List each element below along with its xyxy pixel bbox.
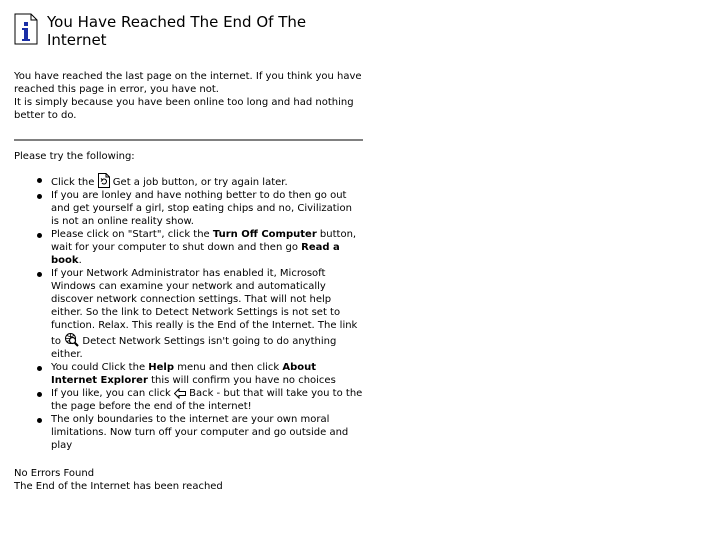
item-text: button, wait for your computer to shut down and then go	[51, 229, 357, 253]
list-item	[14, 387, 363, 413]
list-item	[14, 228, 363, 267]
about-ie-label: About Internet Explorer	[51, 362, 317, 386]
item-text: If you like, you can click	[51, 388, 174, 399]
no-errors-text: No Errors Found	[14, 468, 95, 479]
turn-off-computer-label: Turn Off Computer	[212, 229, 317, 240]
back-arrow-icon[interactable]	[174, 388, 186, 399]
help-menu-label: Help	[148, 362, 175, 373]
item-text: If you are lonley and have nothing better to do then go out and get yourself a girl, stop eating chips and no, Civilization is not an online reality show.	[51, 190, 352, 227]
item-text: .	[78, 255, 82, 266]
intro-text	[14, 70, 364, 122]
item-text: The only boundaries to the internet are your own moral limitations. Now turn off your computer and go outside and play	[51, 414, 349, 451]
item-text: If your Network Administrator has enabled it, Microsoft Windows can examine your network and automatically discover network connection settings. That will not help either. So the link to Detect Network Settings is not set to function. Relax. This really is the End of the Internet. The link to	[51, 268, 358, 347]
read-a-book-label: Read a book	[51, 242, 340, 266]
intro-line-1: You have reached the last page on the internet. If you think you have reached this page in error, you have not.	[14, 71, 362, 95]
detect-network-icon[interactable]	[64, 332, 79, 347]
list-item	[14, 413, 363, 452]
try-heading: Please try the following:	[14, 151, 135, 162]
item-text: menu and then click	[174, 362, 283, 373]
divider	[14, 139, 363, 141]
info-icon	[14, 13, 38, 45]
page-header	[14, 13, 347, 49]
page-footer	[14, 467, 223, 493]
list-item	[14, 189, 363, 228]
item-text: Detect Network Settings isn't going to do anything either.	[51, 336, 337, 360]
refresh-page-icon[interactable]	[98, 173, 110, 188]
list-item	[14, 267, 363, 361]
end-reached-text: The End of the Internet has been reached	[14, 481, 223, 492]
item-text: Get a job button, or try again later.	[109, 177, 288, 188]
suggestion-list	[14, 173, 363, 452]
item-text: Please click on "Start", click the	[51, 229, 213, 240]
list-item	[14, 173, 363, 189]
item-text: Back - but that will take you to the the page before the end of the internet!	[51, 388, 363, 412]
intro-line-2: It is simply because you have been online too long and had nothing better to do.	[14, 97, 354, 121]
list-item	[14, 361, 363, 387]
page-title: You Have Reached The End Of The Internet	[47, 13, 307, 49]
item-text: Click the	[51, 177, 95, 188]
item-text: this will confirm you have no choices	[147, 375, 336, 386]
item-text: You could Click the	[51, 362, 149, 373]
